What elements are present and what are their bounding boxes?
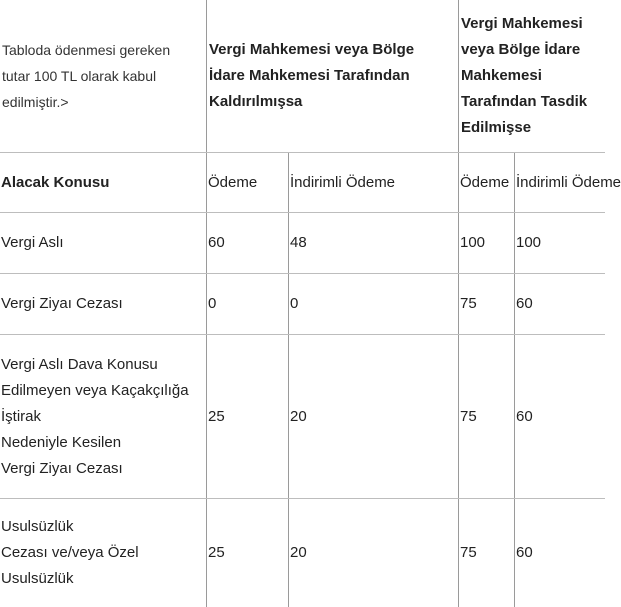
row-label-line: Edilmeyen veya Kaçakçılığa <box>1 381 189 399</box>
table-note-line: edilmiştir.> <box>2 94 69 110</box>
row-label: Vergi Ziyaı Cezası <box>1 295 123 312</box>
subheader-payment: Ödeme <box>208 173 258 191</box>
table-cell: 100 <box>516 234 542 251</box>
table-cell: 75 <box>460 295 477 312</box>
table-cell: 75 <box>460 544 477 561</box>
table-cell: 0 <box>290 295 299 312</box>
column-header-line: Tarafından Tasdik <box>461 93 588 110</box>
table-note <box>0 0 206 152</box>
table-cell: 60 <box>516 295 533 312</box>
column-header-lifted <box>207 0 458 152</box>
column-header-line: Mahkemesi <box>461 67 542 84</box>
table-cell: 60 <box>516 407 533 425</box>
table-cell: 20 <box>290 544 307 561</box>
table-cell: 100 <box>460 234 486 251</box>
table-cell: 0 <box>208 295 217 312</box>
table-note-line: tutar 100 TL olarak kabul <box>2 68 157 84</box>
row-label-line: Vergi Aslı Dava Konusu <box>1 355 158 373</box>
column-header-line: veya Bölge İdare <box>461 41 581 58</box>
row-label <box>0 335 206 498</box>
row-label-line: Usulsüzlük <box>1 518 74 535</box>
table-cell: 75 <box>460 407 477 425</box>
subheader-payment: Ödeme <box>460 173 510 191</box>
table-cell: 60 <box>208 234 225 251</box>
column-header-line: İdare Mahkemesi Tarafından <box>209 67 410 84</box>
row-label-line: Vergi Ziyaı Cezası <box>1 459 123 477</box>
row-label-line: İştirak <box>1 407 42 425</box>
table-cell: 20 <box>290 407 307 425</box>
subheader-discounted-payment: İndirimli Ödeme <box>290 173 396 191</box>
table-cell: 25 <box>208 407 225 425</box>
row-label <box>0 499 206 607</box>
subheader-discounted-payment: İndirimli Ödeme <box>516 173 621 191</box>
row-label-line: Usulsüzlük <box>1 570 74 587</box>
column-header-line: Edilmişse <box>461 119 532 136</box>
table-cell: 25 <box>208 544 225 561</box>
row-label-line: Nedeniyle Kesilen <box>1 433 122 451</box>
column-header-line: Kaldırılmışsa <box>209 93 303 110</box>
table-note-line: Tabloda ödenmesi gereken <box>2 42 171 58</box>
table-cell: 60 <box>516 544 533 561</box>
column-header-approved <box>459 0 605 152</box>
row-label-line: Cezası ve/veya Özel <box>1 544 139 561</box>
row-label-header: Alacak Konusu <box>1 173 110 191</box>
column-header-line: Vergi Mahkemesi veya Bölge <box>209 41 415 58</box>
row-label: Vergi Aslı <box>1 234 64 251</box>
column-header-line: Vergi Mahkemesi <box>461 15 583 32</box>
table-cell: 48 <box>290 234 307 251</box>
